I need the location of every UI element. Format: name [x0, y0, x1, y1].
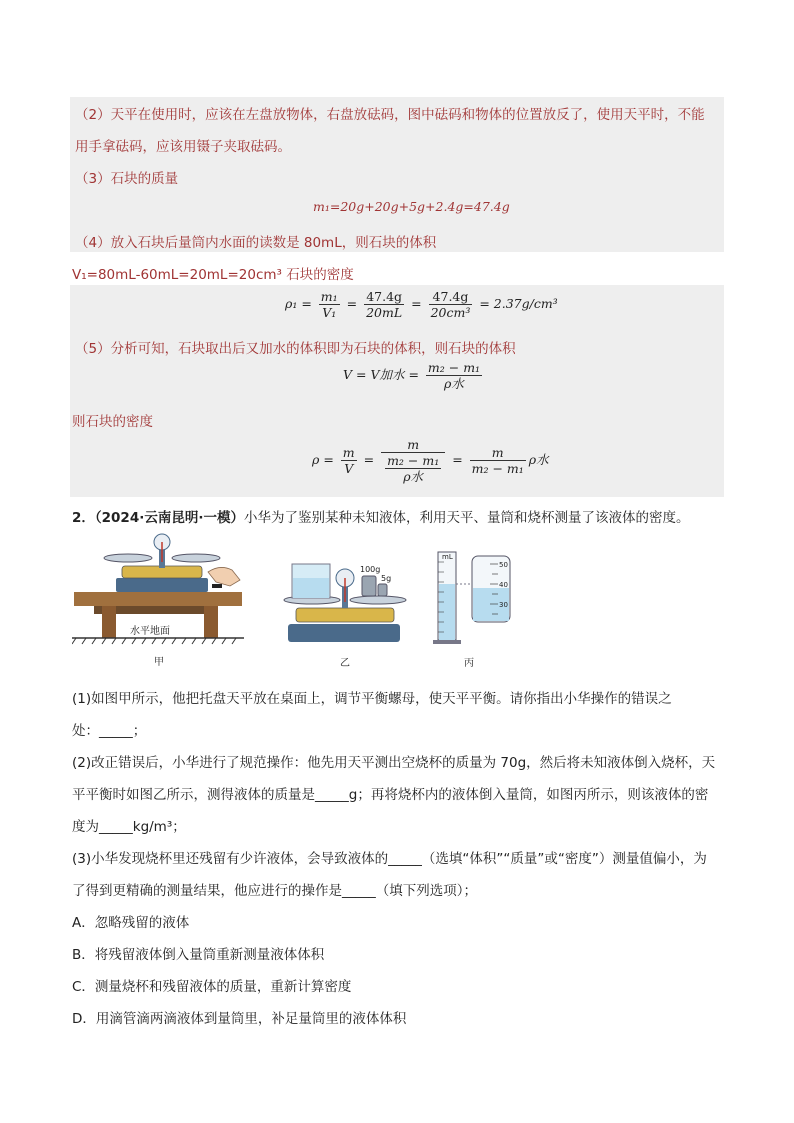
q1-line2: 处：_____； — [72, 723, 147, 739]
scale-40-label: 40 — [499, 581, 508, 589]
figure-a-caption: 甲 — [154, 657, 164, 668]
ml-unit-label: mL — [442, 553, 453, 561]
solution-p3-equation: m₁=20g+20g+5g+2.4g=47.4g — [313, 199, 510, 214]
q2-line2: 平平衡时如图乙所示，测得液体的质量是_____g；再将烧杯内的液体倒入量筒，如图丙所示，则该液体的密 — [72, 787, 709, 803]
figure-c-graduated-cylinder — [430, 548, 520, 672]
q2-line3: 度为_____kg/m³； — [72, 819, 186, 835]
q3-line1: (3)小华发现烧杯里还残留有少许液体，会导致液体的_____（选填“体积”“质量”或“密度”）测量值偏小，为 — [72, 851, 707, 867]
figure-b-caption: 乙 — [340, 658, 350, 669]
weight-5g-label: 5g — [381, 574, 392, 583]
question-number: 2．（2024·云南昆明·一模） — [72, 510, 244, 526]
solution-p2-line2: 用手拿砝码，应该用镊子夹取砝码。 — [75, 139, 291, 155]
question-stem — [72, 506, 689, 526]
solution-p5-after: 则石块的密度 — [72, 414, 153, 430]
option-a: A．忽略残留的液体 — [72, 915, 190, 931]
solution-p4-volume: V₁=80mL-60mL=20mL=20cm³ 石块的密度 — [72, 267, 354, 283]
fraction-m2-m1-rho: $\frac{\text{m₂ − m₁}}{\text{ρ水}}$ — [427, 360, 481, 391]
fraction-47-20cm3: $\frac{47.4g}{\text{20cm³}}$ — [430, 289, 471, 320]
q3-line2: 了得到更精确的测量结果，他应进行的操作是_____（填下列选项）； — [72, 883, 477, 899]
figure-b-balance-with-weights — [270, 550, 410, 672]
solution-p2-line1: （2）天平在使用时，应该在左盘放物体，右盘放砝码，图中砝码和物体的位置放反了，使用天平时，不能 — [75, 107, 705, 123]
option-c: C．测量烧杯和残留液体的质量，重新计算密度 — [72, 979, 352, 995]
q2-line1: (2)改正错误后，小华进行了规范操作：他先用天平测出空烧杯的质量为 70g，然后将未知液体倒入烧杯，天 — [72, 755, 716, 771]
question-stem-text: 小华为了鉴别某种未知液体，利用天平、量筒和烧杯测量了该液体的密度。 — [243, 510, 690, 526]
option-d: D．用滴管滴两滴液体到量筒里，补足量筒里的液体体积 — [72, 1011, 407, 1027]
density-equation-4: ρ₁ = $\frac{\text{m₁}}{\text{V₁}}$ = $\frac{47.4g}{20mL}$ = $\frac{47.4g}{\text{20cm³}}$ = 2.37g/cm³ — [285, 289, 558, 320]
rho1-symbol: ρ₁ — [285, 296, 298, 311]
density-equation-5: ρ = $\frac{m}{V}$ = m m₂ − m₁ ρ水 = $\frac{m}{\text{m₂ − m₁}}$ ρ水 — [312, 437, 549, 484]
option-b: B．将残留液体倒入量筒重新测量液体体积 — [72, 947, 325, 963]
solution-p5: （5）分析可知，石块取出后又加水的体积即为石块的体积，则石块的体积 — [75, 341, 516, 357]
fraction-47-20ml: $\frac{47.4g}{20mL}$ — [366, 289, 403, 320]
ground-label: 水平地面 — [130, 626, 170, 637]
solution-p3: （3）石块的质量 — [75, 171, 179, 187]
weight-100g-label: 100g — [360, 565, 381, 574]
fraction-m1-v1: $\frac{\text{m₁}}{\text{V₁}}$ — [320, 289, 338, 320]
density-result: 2.37g/cm³ — [493, 296, 558, 311]
scale-30-label: 30 — [499, 601, 508, 609]
q1-line1: (1)如图甲所示，他把托盘天平放在桌面上，调节平衡螺母，使天平平衡。请你指出小华操作的错误之 — [72, 691, 672, 707]
figure-c-caption: 丙 — [464, 658, 474, 669]
figure-a-balance-on-table — [72, 528, 244, 670]
volume-equation-5: V = V加水 = $\frac{\text{m₂ − m₁}}{\text{ρ水}}$ — [343, 360, 481, 391]
solution-p4: （4）放入石块后量筒内水面的读数是 80mL，则石块的体积 — [75, 235, 437, 251]
scale-50-label: 50 — [499, 561, 508, 569]
